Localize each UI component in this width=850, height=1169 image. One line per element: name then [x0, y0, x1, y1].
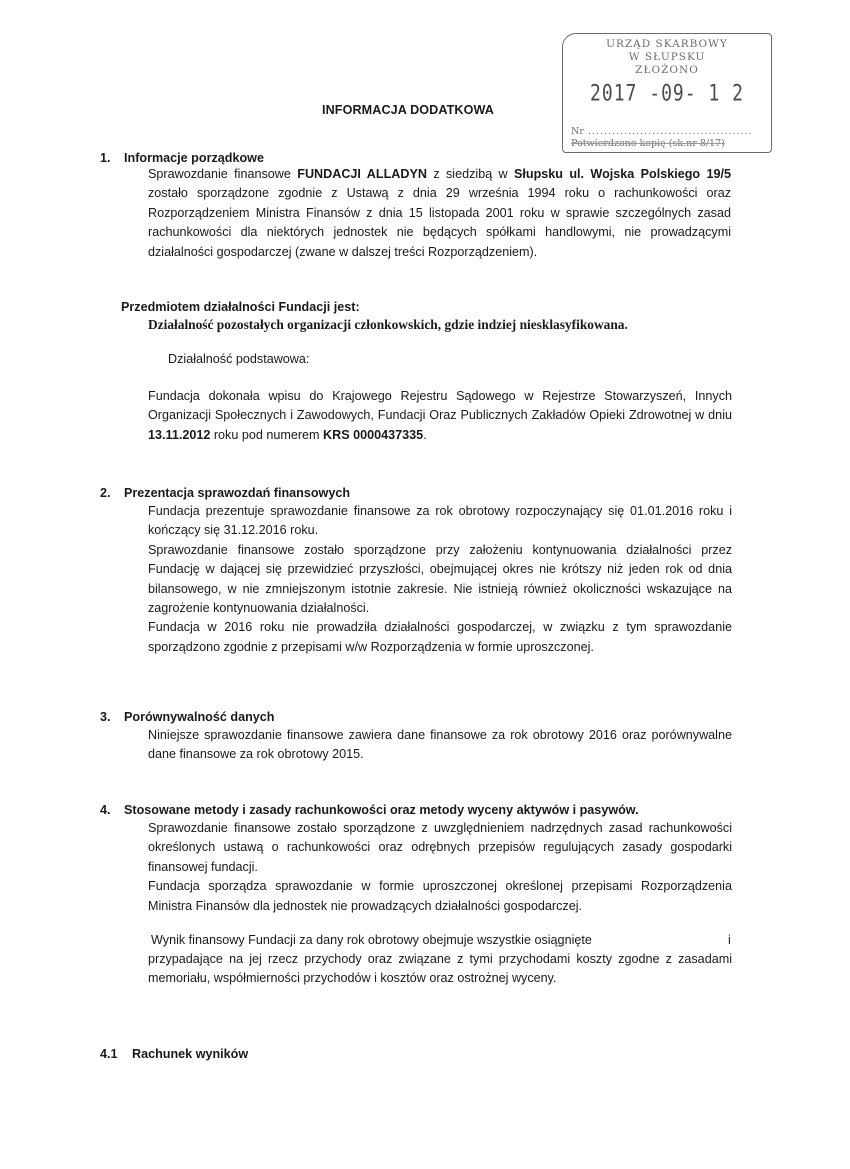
section-4-1-number: 4.1 — [100, 1047, 118, 1061]
stamp-line-1: URZĄD SKARBOWY — [606, 38, 728, 50]
section-4-paragraph-3 — [148, 950, 732, 989]
section-4-paragraph-3-conjunction: i — [728, 933, 731, 947]
section-4-paragraph-2: Fundacja sporządza sprawozdanie w formie uproszczonej określonej przepisami Rozporządzenia Ministra Finansów dla jednostek nie prowadzących działalności gospodarczej. — [148, 879, 732, 913]
subject-text: Działalność pozostałych organizacji członkowskich, gdzie indziej niesklasyfikowana. — [148, 317, 628, 332]
section-2-paragraph-1: Fundacja prezentuje sprawozdanie finansowe za rok obrotowy rozpoczynający się 01.01.2016 roku i kończący się 31.12.2016 roku. — [148, 504, 732, 538]
subject-heading: Przedmiotem działalności Fundacji jest: — [121, 300, 360, 314]
stamp-line-2: W SŁUPSKU — [628, 51, 706, 63]
section-4-body — [148, 819, 732, 916]
section-2-body — [148, 502, 732, 657]
section-4-paragraph-1: Sprawozdanie finansowe zostało sporządzone z uwzględnieniem nadrzędnych zasad rachunkowości określonych ustawą o rachunkowości oraz odrębnych przepisów regulujących zasady gospodarki finansowej fundacji. — [148, 821, 732, 874]
section-4-1-heading — [100, 1045, 248, 1064]
stamp-nr-label: Nr — [571, 126, 584, 137]
section-1-number: 1. — [100, 151, 111, 165]
basic-activity-label: Działalność podstawowa: — [168, 352, 310, 366]
krs-number: KRS 0000437335 — [323, 427, 424, 442]
text-run: roku pod numerem — [210, 427, 324, 442]
text-run: Sprawozdanie finansowe — [148, 167, 298, 181]
tax-office-stamp — [562, 33, 772, 153]
foundation-name: FUNDACJI ALLADYN — [297, 167, 427, 181]
text-run: z siedzibą w — [426, 167, 515, 181]
stamp-nr: Nr ......................................... — [571, 126, 753, 137]
stamp-confirmation: Potwierdzono kopię (sk.nr 8/17) — [571, 138, 725, 149]
section-3-body — [148, 726, 732, 765]
section-4-heading — [100, 801, 639, 820]
section-4-paragraph-3-rest: przypadające na jej rzecz przychody oraz związane z tymi przychodami koszty zgodne z zasadami memoriału, współmierności przychodów i kosztów oraz ostrożnej wyceny. — [148, 952, 732, 986]
section-4-number: 4. — [100, 803, 111, 817]
section-3-paragraph-1: Niniejsze sprawozdanie finansowe zawiera dane finansowe za rok obrotowy 2016 oraz porównywalne dane finansowe za rok obrotowy 2015. — [148, 728, 732, 762]
document-title: INFORMACJA DODATKOWA — [322, 103, 495, 117]
section-1-title: Informacje porządkowe — [124, 151, 264, 165]
text-run: zostało sporządzone zgodnie z Ustawą z dnia 29 września 1994 roku o rachunkowości oraz Rozporządzeniem Ministra Finansów z dnia 15 listopada 2001 roku w sprawie szczególnych zasad rachunkowości dla niektórych jednostek nie będących spółkami handlowymi, nie prowadzącymi działalności gospodarczej (zwane w dalszej treści Rozporządzeniem). — [148, 186, 731, 259]
section-3-heading — [100, 708, 274, 727]
section-2-heading — [100, 484, 350, 503]
section-2-title: Prezentacja sprawozdań finansowych — [124, 486, 351, 500]
section-2-paragraph-2: Sprawozdanie finansowe zostało sporządzone przy założeniu kontynuowania działalności przez Fundację w dającej się przewidzieć przyszłości, obejmującej okres nie krótszy niż jeden rok od dnia bilansowego, w nie zmniejszonym istotnie zakresie. Nie istnieją również okoliczności wskazujące na zagrożenie kontynuowania działalności. — [148, 542, 732, 616]
section-1-paragraph — [148, 165, 731, 262]
section-3-title: Porównywalność danych — [124, 710, 275, 724]
section-4-1-title: Rachunek wyników — [132, 1047, 249, 1061]
section-2-number: 2. — [100, 486, 111, 500]
stamp-date: 2017 -09- 1 2 — [590, 80, 744, 107]
section-3-number: 3. — [100, 710, 111, 724]
section-4-paragraph-3-line-1: Wynik finansowy Fundacji za dany rok obrotowy obejmuje wszystkie osiągnięte — [151, 933, 592, 947]
stamp-line-3: ZŁOŻONO — [635, 64, 699, 76]
krs-paragraph — [148, 387, 732, 445]
krs-date: 13.11.2012 — [148, 427, 211, 442]
section-4-title: Stosowane metody i zasady rachunkowości oraz metody wyceny aktywów i pasywów. — [124, 803, 639, 817]
text-run: Fundacja dokonała wpisu do Krajowego Rejestru Sądowego w Rejestrze Stowarzyszeń, Innych Organizacji Społecznych i Zawodowych, Fundacji Oraz Publicznych Zakładów Opieki Zdrowotnej w dniu — [148, 389, 732, 423]
foundation-address: Słupsku ul. Wojska Polskiego 19/5 — [514, 167, 731, 181]
text-run: . — [423, 427, 427, 442]
section-2-paragraph-3: Fundacja w 2016 roku nie prowadziła działalności gospodarczej, w związku z tym sprawozdanie sporządzono zgodnie z przepisami w/w Rozporządzenia w formie uproszczonej. — [148, 620, 732, 654]
